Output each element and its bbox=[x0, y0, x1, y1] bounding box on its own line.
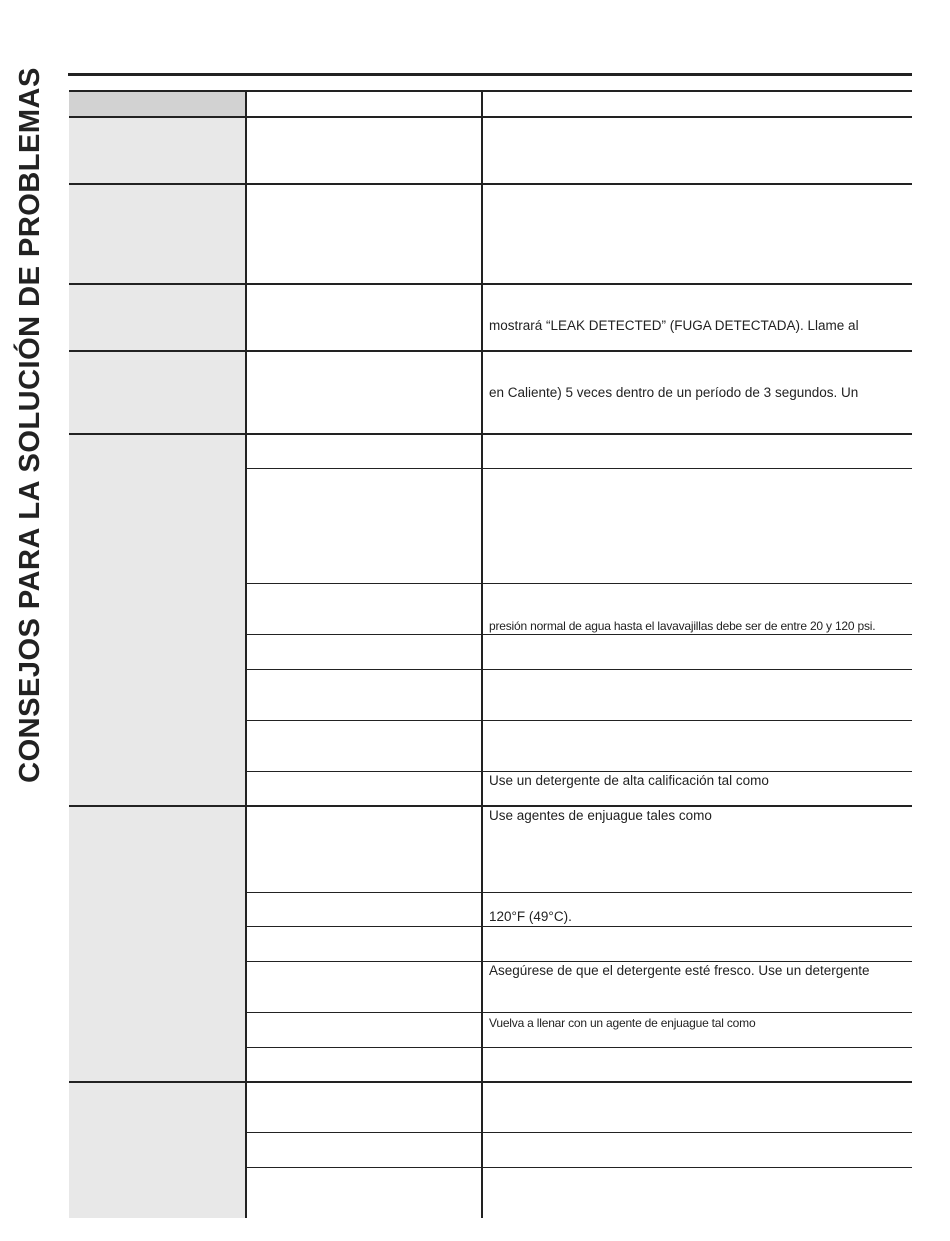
subrow-divider bbox=[246, 771, 912, 772]
subrow-divider bbox=[246, 669, 912, 670]
subrow-divider bbox=[246, 1047, 912, 1048]
solution-text-rinse-agents: Use agentes de enjuague tales como bbox=[489, 808, 712, 823]
subrow-divider bbox=[246, 583, 912, 584]
solution-text-heated-dry: en Caliente) 5 veces dentro de un período de 3 segundos. Un bbox=[489, 385, 859, 400]
row-divider bbox=[69, 1081, 912, 1083]
side-section-title: CONSEJOS PARA LA SOLUCIÓN DE PROBLEMAS bbox=[13, 67, 46, 783]
row-divider bbox=[69, 283, 912, 285]
subrow-divider bbox=[246, 1167, 912, 1168]
table-header-cell bbox=[69, 92, 246, 117]
subrow-divider bbox=[246, 468, 912, 469]
subrow-divider bbox=[246, 1132, 912, 1133]
subrow-divider bbox=[246, 634, 912, 635]
solution-text-water-pressure: presión normal de agua hasta el lavavajillas debe ser de entre 20 y 120 psi. bbox=[489, 619, 876, 633]
solution-text-water-temp: 120°F (49°C). bbox=[489, 909, 572, 924]
row-divider bbox=[69, 116, 912, 118]
row-divider bbox=[69, 433, 912, 435]
subrow-divider bbox=[246, 892, 912, 893]
row-divider bbox=[69, 805, 912, 807]
subrow-divider bbox=[246, 926, 912, 927]
top-rule bbox=[68, 73, 912, 76]
subrow-divider bbox=[246, 961, 912, 962]
column-divider-1 bbox=[245, 90, 247, 1218]
row-divider bbox=[69, 183, 912, 185]
row-divider bbox=[69, 350, 912, 352]
solution-text-fresh-detergent: Asegúrese de que el detergente esté fresco. Use un detergente bbox=[489, 963, 870, 978]
subrow-divider bbox=[246, 1012, 912, 1013]
subrow-divider bbox=[246, 720, 912, 721]
solution-text-leak: mostrará “LEAK DETECTED” (FUGA DETECTADA). Llame al bbox=[489, 318, 859, 333]
solution-text-refill-rinse: Vuelva a llenar con un agente de enjuague tal como bbox=[489, 1016, 756, 1030]
column-divider-2 bbox=[481, 90, 483, 1218]
row-divider bbox=[69, 90, 912, 92]
solution-text-detergent-quality: Use un detergente de alta calificación tal como bbox=[489, 773, 769, 788]
